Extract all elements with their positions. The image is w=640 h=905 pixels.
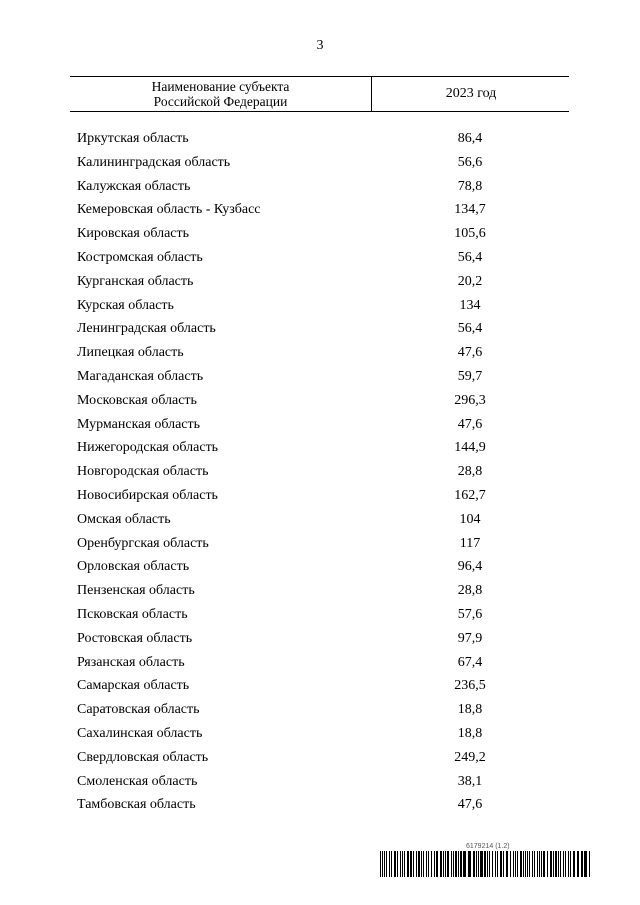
table-row <box>0 222 640 246</box>
region-name: Рязанская область <box>77 654 185 670</box>
barcode-caption: 6179214 (1.2) <box>466 843 510 850</box>
region-name: Псковская область <box>77 606 188 622</box>
region-name: Калининградская область <box>77 154 231 170</box>
region-name: Костромская область <box>77 249 203 265</box>
region-name: Пензенская область <box>77 583 195 599</box>
region-value: 47,6 <box>457 345 483 361</box>
region-name: Самарская область <box>77 678 190 694</box>
region-value: 296,3 <box>454 392 486 408</box>
table-row <box>0 555 640 579</box>
table-body <box>0 127 640 817</box>
region-value: 18,8 <box>457 725 483 741</box>
region-value: 86,4 <box>457 131 483 146</box>
region-value: 59,7 <box>457 368 483 384</box>
table-row <box>0 484 640 508</box>
region-name: Курская область <box>77 297 174 313</box>
table-row <box>0 579 640 603</box>
table-row <box>0 175 640 199</box>
region-name: Кемеровская область - Кузбасс <box>77 202 261 218</box>
region-value: 38,1 <box>457 773 483 789</box>
table-row <box>0 270 640 294</box>
region-value: 28,8 <box>457 464 483 480</box>
region-name: Ростовская область <box>77 630 193 646</box>
table-row <box>0 294 640 318</box>
region-value: 162,7 <box>454 487 486 503</box>
region-name: Ленинградская область <box>77 321 216 337</box>
table-row <box>0 460 640 484</box>
table-row <box>0 770 640 794</box>
region-value: 96,4 <box>457 559 483 575</box>
barcode-image <box>380 851 590 877</box>
region-name: Калужская область <box>77 178 191 194</box>
table-row <box>0 389 640 413</box>
region-name: Тамбовская область <box>77 797 196 813</box>
region-name: Новосибирская область <box>77 487 218 503</box>
header-subject-line1: Наименование субъекта <box>151 79 290 94</box>
table-row <box>0 413 640 437</box>
region-value: 104 <box>459 511 481 527</box>
table-row <box>0 127 640 151</box>
region-name: Кировская область <box>77 226 190 242</box>
table-row <box>0 793 640 817</box>
region-value: 134 <box>459 297 481 313</box>
table-row <box>0 151 640 175</box>
table-row <box>0 365 640 389</box>
region-name: Омская область <box>77 511 171 527</box>
region-value: 249,2 <box>454 749 486 765</box>
region-value: 47,6 <box>457 797 483 813</box>
table-row <box>0 341 640 365</box>
region-value: 57,6 <box>457 606 483 622</box>
table-row <box>0 746 640 770</box>
region-value: 97,9 <box>457 630 483 646</box>
table-row <box>0 603 640 627</box>
region-value: 134,7 <box>454 202 486 218</box>
region-name: Магаданская область <box>77 368 204 384</box>
region-value: 20,2 <box>457 273 483 289</box>
region-value: 18,8 <box>457 702 483 718</box>
region-name: Мурманская область <box>77 416 201 432</box>
region-value: 236,5 <box>454 678 486 694</box>
region-name: Новгородская область <box>77 464 209 480</box>
region-value: 28,8 <box>457 583 483 599</box>
header-subject-line2: Российской Федерации <box>153 94 288 109</box>
region-name: Саратовская область <box>77 702 200 718</box>
region-value: 56,4 <box>457 249 483 265</box>
table-header <box>70 76 569 112</box>
region-value: 56,6 <box>457 154 483 170</box>
table-row <box>0 532 640 556</box>
region-name: Смоленская область <box>77 773 198 789</box>
region-value: 56,4 <box>457 321 483 337</box>
header-subject-name <box>70 77 372 111</box>
table-row <box>0 246 640 270</box>
region-name: Московская область <box>77 392 197 408</box>
table-row <box>0 651 640 675</box>
table-row <box>0 722 640 746</box>
region-name: Сахалинская область <box>77 725 203 741</box>
table-row <box>0 508 640 532</box>
region-value: 47,6 <box>457 416 483 432</box>
region-name: Иркутская область <box>77 131 189 146</box>
region-value: 117 <box>459 535 481 551</box>
region-value: 144,9 <box>454 440 486 456</box>
region-value: 67,4 <box>457 654 483 670</box>
table-row <box>0 698 640 722</box>
region-value: 105,6 <box>454 226 486 242</box>
region-name: Курганская область <box>77 273 194 289</box>
table-row <box>0 317 640 341</box>
table-row <box>0 198 640 222</box>
region-name: Липецкая область <box>77 345 184 361</box>
region-name: Нижегородская область <box>77 440 219 456</box>
region-name: Свердловская область <box>77 749 209 765</box>
table-row <box>0 674 640 698</box>
region-value: 78,8 <box>457 178 483 194</box>
region-name: Орловская область <box>77 559 190 575</box>
table-row <box>0 627 640 651</box>
header-year: 2023 год <box>445 86 497 101</box>
page-number: 3 <box>316 38 324 53</box>
table-row <box>0 436 640 460</box>
region-name: Оренбургская область <box>77 535 209 551</box>
